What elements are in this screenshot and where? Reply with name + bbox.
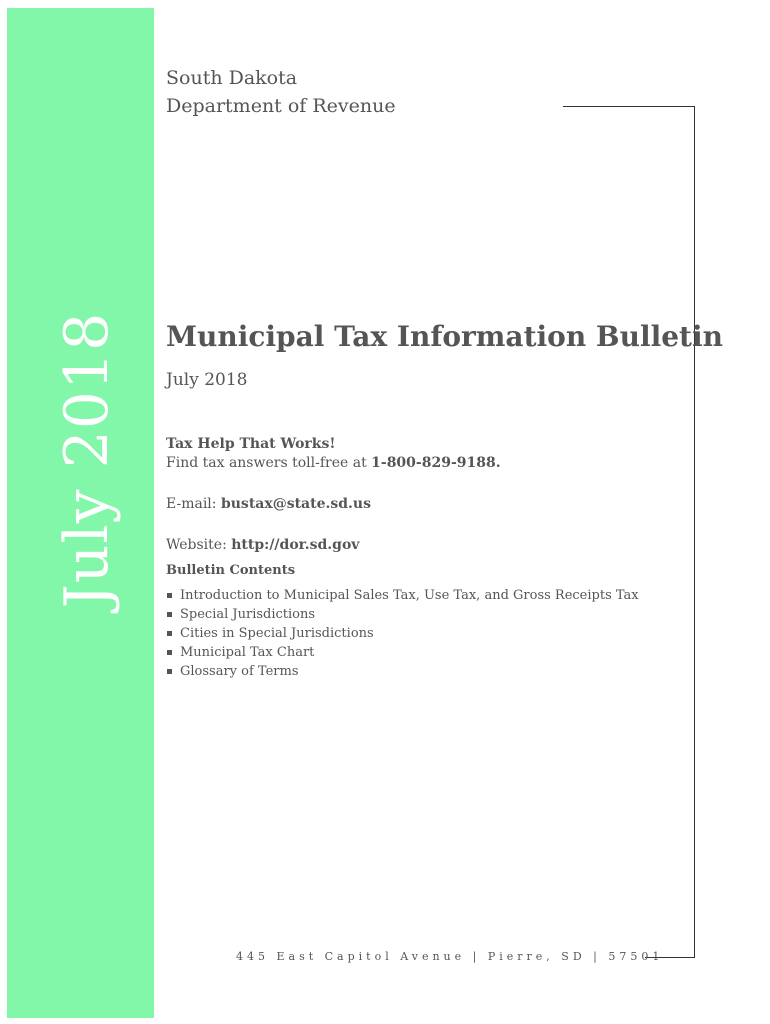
square-bullet-icon <box>167 650 172 655</box>
frame-line-top <box>563 106 694 107</box>
square-bullet-icon <box>167 612 172 617</box>
email-address[interactable]: bustax@state.sd.us <box>220 496 371 512</box>
square-bullet-icon <box>167 669 172 674</box>
square-bullet-icon <box>167 593 172 598</box>
list-item <box>166 662 639 681</box>
phone-number: 1-800-829-9188. <box>371 455 501 471</box>
list-item <box>166 605 639 624</box>
sidebar-band <box>7 8 154 1018</box>
list-item <box>166 586 639 605</box>
organization-line-2: Department of Revenue <box>166 95 396 117</box>
list-item-label: Cities in Special Jurisdictions <box>180 626 374 641</box>
sidebar-date: July 2018 <box>52 311 122 609</box>
list-item <box>166 624 639 643</box>
frame-line-right <box>694 106 695 958</box>
street-address: 445 East Capitol Avenue | Pierre, SD | 57501 <box>236 950 664 963</box>
bulletin-title: Municipal Tax Information Bulletin <box>166 320 723 353</box>
square-bullet-icon <box>167 631 172 636</box>
organization-line-1: South Dakota <box>166 67 298 89</box>
list-item-label: Municipal Tax Chart <box>180 645 315 660</box>
list-item-label: Introduction to Municipal Sales Tax, Use Tax, and Gross Receipts Tax <box>180 588 639 603</box>
website-line <box>166 537 359 553</box>
website-link[interactable]: http://dor.sd.gov <box>231 537 360 553</box>
contents-list <box>166 586 639 681</box>
list-item-label: Glossary of Terms <box>180 664 299 679</box>
website-label: Website: <box>166 537 232 553</box>
email-line <box>166 496 371 512</box>
list-item-label: Special Jurisdictions <box>180 607 316 622</box>
organization-name <box>166 64 396 120</box>
email-label: E-mail: <box>166 496 221 512</box>
help-heading: Tax Help That Works! <box>166 436 336 452</box>
bulletin-date: July 2018 <box>166 370 248 390</box>
phone-label: Find tax answers toll-free at <box>166 455 372 471</box>
contents-heading: Bulletin Contents <box>166 563 296 578</box>
list-item <box>166 643 639 662</box>
phone-line <box>166 455 501 471</box>
